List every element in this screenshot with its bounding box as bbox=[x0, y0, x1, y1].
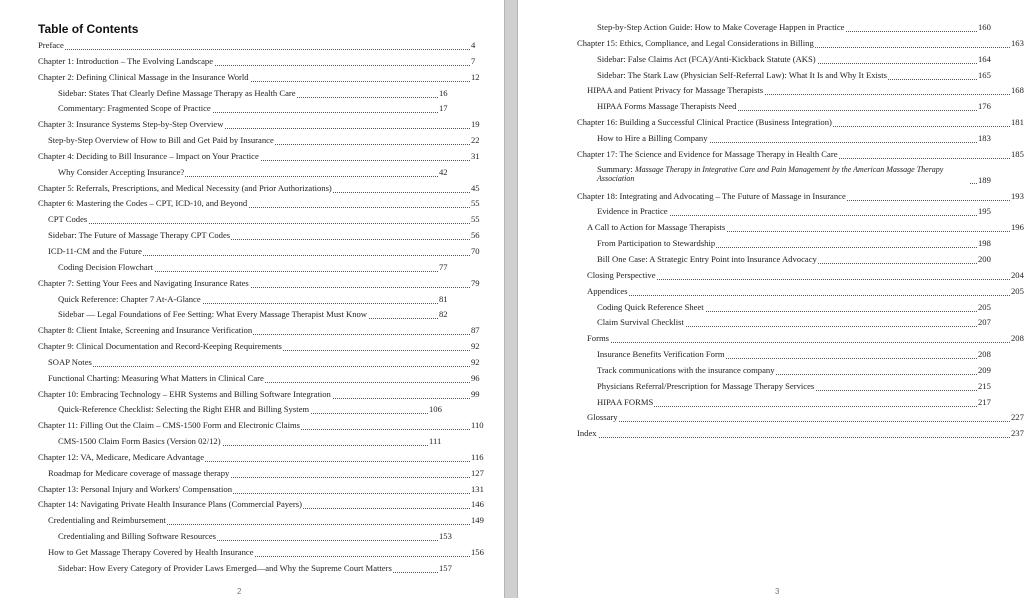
toc-entry-title bbox=[38, 420, 301, 430]
toc-entry-title bbox=[48, 214, 88, 224]
toc-entry-text: Chapter 16: Building a Successful Clinical Practice (Business Integration) bbox=[577, 117, 832, 128]
dot-leader bbox=[38, 49, 470, 50]
toc-entry-text: CMS-1500 Claim Form Basics (Version 02/12) bbox=[58, 436, 221, 447]
toc-entry-text: Preface bbox=[38, 40, 64, 50]
toc-title: Table of Contents bbox=[38, 22, 139, 36]
toc-entry-page-number: 205 bbox=[978, 301, 991, 312]
toc-entry-page-number: 55 bbox=[471, 198, 480, 209]
toc-entry-title bbox=[38, 72, 250, 82]
toc-entry-title bbox=[597, 206, 669, 216]
toc-entry[interactable] bbox=[577, 52, 1010, 68]
toc-entry-title bbox=[38, 56, 214, 66]
toc-entry-page-number: 183 bbox=[978, 132, 991, 143]
toc-entry-page-number: 111 bbox=[429, 436, 442, 447]
toc-entry-text: Chapter 5: Referrals, Prescriptions, and Medical Necessity (and Prior Authorizations) bbox=[38, 182, 332, 193]
toc-entry[interactable] bbox=[577, 395, 1010, 411]
toc-entry-text: Evidence in Practice bbox=[597, 206, 668, 217]
toc-entry-title bbox=[587, 286, 629, 296]
toc-entry-text: How to Hire a Billing Company bbox=[597, 132, 708, 143]
toc-entry[interactable] bbox=[577, 99, 1010, 115]
toc-entry-text: Chapter 18: Integrating and Advocating – The Future of Massage in Insurance bbox=[577, 190, 846, 201]
toc-entry-title bbox=[597, 365, 776, 375]
toc-entry[interactable] bbox=[577, 379, 1010, 395]
toc-entry-page-number: 70 bbox=[471, 245, 480, 256]
toc-entry-page-number: 208 bbox=[978, 349, 991, 360]
toc-entry-text: Chapter 4: Deciding to Bill Insurance – Impact on Your Practice bbox=[38, 150, 259, 161]
toc-list-right bbox=[577, 20, 1024, 442]
toc-entry-text: Why Consider Accepting Insurance? bbox=[58, 166, 185, 177]
toc-entry-title bbox=[48, 515, 167, 525]
toc-entry[interactable] bbox=[38, 434, 472, 450]
dot-leader bbox=[48, 223, 470, 224]
toc-entry-title bbox=[597, 133, 709, 143]
toc-entry-title bbox=[587, 85, 764, 95]
toc-entry-page-number: 92 bbox=[471, 356, 480, 367]
toc-entry-title bbox=[597, 54, 817, 64]
toc-entry-text: Chapter 12: VA, Medicare, Medicare Advantage bbox=[38, 451, 205, 462]
toc-entry-title bbox=[58, 404, 310, 414]
toc-entry-title bbox=[38, 278, 250, 288]
toc-entry-text: Chapter 15: Ethics, Compliance, and Legal Considerations in Billing bbox=[577, 37, 814, 48]
toc-entry-page-number: 176 bbox=[978, 101, 991, 112]
toc-entry-text: HIPAA and Patient Privacy for Massage Therapists bbox=[587, 85, 764, 96]
toc-entry-text: Credentialing and Reimbursement bbox=[48, 515, 166, 526]
toc-entry-page-number: 156 bbox=[471, 547, 484, 557]
toc-entry-text: From Participation to Stewardship bbox=[597, 238, 716, 249]
toc-entry-title bbox=[577, 117, 833, 127]
toc-entry-page-number: 149 bbox=[471, 515, 484, 526]
toc-entry[interactable] bbox=[577, 410, 1024, 426]
toc-entry-text: Sidebar: The Future of Massage Therapy CPT Codes bbox=[48, 230, 231, 241]
toc-entry[interactable] bbox=[577, 220, 1024, 236]
toc-entry-text: Step-by-Step Overview of How to Bill and Get Paid by Insurance bbox=[48, 135, 274, 146]
toc-entry-title bbox=[58, 309, 368, 319]
page-number-left: 2 bbox=[237, 587, 242, 596]
toc-entry-title bbox=[597, 238, 716, 248]
toc-entry-page-number: 181 bbox=[1011, 117, 1024, 128]
toc-entry[interactable] bbox=[38, 149, 480, 165]
toc-entry-title bbox=[58, 262, 154, 272]
dot-leader bbox=[577, 437, 1010, 438]
toc-entry-text: Quick-Reference Checklist: Selecting the Right EHR and Billing System bbox=[58, 404, 310, 415]
toc-entry-page-number: 42 bbox=[439, 166, 448, 177]
toc-entry-page-number: 217 bbox=[978, 396, 991, 407]
toc-entry-page-number: 99 bbox=[471, 388, 480, 399]
toc-entry-text: Chapter 3: Insurance Systems Step-by-Step Overview bbox=[38, 119, 224, 130]
toc-entry[interactable] bbox=[577, 268, 1024, 284]
toc-entry-page-number: 131 bbox=[471, 483, 484, 494]
toc-entry[interactable] bbox=[577, 426, 1024, 442]
toc-entry-text: Sidebar — Legal Foundations of Fee Setting: What Every Massage Therapist Must Know bbox=[58, 309, 368, 320]
toc-entry-page-number: 198 bbox=[978, 238, 991, 249]
toc-entry-page-number: 195 bbox=[978, 206, 991, 217]
toc-entry-title bbox=[597, 349, 726, 359]
toc-entry-title bbox=[38, 40, 65, 50]
toc-entry-text: Glossary bbox=[587, 412, 618, 423]
toc-entry-title bbox=[597, 302, 705, 312]
toc-entry[interactable] bbox=[577, 236, 1010, 252]
toc-entry-page-number: 87 bbox=[471, 325, 480, 336]
toc-entry-text: Sidebar: States That Clearly Define Massage Therapy as Health Care bbox=[58, 87, 296, 98]
toc-entry[interactable] bbox=[577, 115, 1024, 131]
toc-entry[interactable] bbox=[577, 252, 1010, 268]
toc-entry-title bbox=[597, 22, 846, 32]
toc-entry-text: Summary: bbox=[597, 163, 635, 174]
toc-entry[interactable] bbox=[38, 244, 480, 260]
toc-entry-text: Chapter 13: Personal Injury and Workers' Compensation bbox=[38, 483, 233, 494]
toc-entry-title bbox=[577, 428, 598, 438]
toc-entry-page-number: 200 bbox=[978, 253, 991, 264]
toc-entry-text: Appendices bbox=[587, 285, 628, 296]
toc-entry[interactable] bbox=[38, 529, 472, 545]
toc-entry-title bbox=[587, 333, 610, 343]
toc-entry-page-number: 77 bbox=[439, 261, 448, 272]
toc-entry-text: SOAP Notes bbox=[48, 356, 92, 367]
toc-entry-page-number: 127 bbox=[471, 467, 484, 478]
toc-entry-page-number: 146 bbox=[471, 499, 484, 510]
toc-entry[interactable] bbox=[38, 339, 480, 355]
toc-entry-title bbox=[58, 167, 185, 177]
toc-entry-page-number: 106 bbox=[429, 404, 442, 415]
toc-entry[interactable] bbox=[38, 54, 476, 70]
toc-entry[interactable] bbox=[38, 402, 472, 418]
toc-entry-page-number: 22 bbox=[471, 135, 480, 146]
toc-entry-page-number: 4 bbox=[471, 40, 476, 50]
toc-entry-title bbox=[597, 101, 737, 111]
toc-entry-text: How to Get Massage Therapy Covered by Health Insurance bbox=[48, 547, 254, 557]
toc-entry[interactable] bbox=[38, 497, 484, 513]
toc-entry[interactable] bbox=[38, 292, 472, 308]
toc-entry[interactable] bbox=[38, 355, 480, 371]
toc-entry-text: Chapter 10: Embracing Technology – EHR Systems and Billing Software Integration bbox=[38, 388, 331, 399]
toc-entry-page-number: 207 bbox=[978, 317, 991, 328]
toc-entry-text: Chapter 14: Navigating Private Health Insurance Plans (Commercial Payers) bbox=[38, 499, 302, 510]
toc-entry-title bbox=[587, 412, 619, 422]
toc-entry-title bbox=[58, 103, 212, 113]
toc-entry-text: Sidebar: False Claims Act (FCA)/Anti-Kickback Statute (AKS) bbox=[597, 53, 816, 64]
toc-entry-page-number: 12 bbox=[471, 71, 480, 82]
toc-entry-page-number: 82 bbox=[439, 309, 448, 320]
toc-entry[interactable] bbox=[38, 323, 480, 339]
toc-entry-text: Chapter 2: Defining Clinical Massage in the Insurance World bbox=[38, 71, 249, 82]
toc-entry-title bbox=[38, 499, 303, 509]
toc-entry[interactable] bbox=[577, 131, 1010, 147]
toc-entry[interactable] bbox=[577, 331, 1024, 347]
toc-entry-title bbox=[577, 149, 839, 159]
toc-entry-text: Forms bbox=[587, 333, 609, 344]
toc-entry-title bbox=[38, 389, 332, 399]
toc-entry-text: Physicians Referral/Prescription for Massage Therapy Services bbox=[597, 380, 815, 391]
toc-entry-page-number: 56 bbox=[471, 230, 480, 241]
toc-entry-page-number: 16 bbox=[439, 87, 448, 98]
toc-entry-text: Insurance Benefits Verification Form bbox=[597, 349, 725, 360]
toc-entry-page-number: 189 bbox=[978, 174, 991, 185]
toc-entry[interactable] bbox=[577, 83, 1024, 99]
toc-entry-text: Quick Reference: Chapter 7 At-A-Glance bbox=[58, 293, 201, 304]
toc-entry[interactable] bbox=[38, 418, 484, 434]
toc-entry-page-number: 7 bbox=[471, 55, 476, 66]
toc-entry-title bbox=[38, 484, 233, 494]
toc-entry-page-number: 157 bbox=[439, 562, 452, 573]
toc-entry-title bbox=[597, 165, 970, 184]
toc-entry-page-number: 79 bbox=[471, 277, 480, 288]
toc-entry-title bbox=[58, 531, 217, 541]
toc-entry-page-number: 31 bbox=[471, 150, 480, 161]
toc-entry-page-number: 153 bbox=[439, 531, 452, 542]
toc-entry-page-number: 193 bbox=[1011, 190, 1024, 201]
toc-entry[interactable] bbox=[577, 284, 1024, 300]
toc-entry-text: Bill One Case: A Strategic Entry Point into Insurance Advocacy bbox=[597, 253, 817, 264]
toc-entry[interactable] bbox=[38, 387, 480, 403]
toc-entry[interactable] bbox=[38, 212, 480, 228]
toc-entry-title bbox=[587, 270, 657, 280]
toc-entry-title bbox=[38, 151, 260, 161]
toc-entry[interactable] bbox=[577, 147, 1024, 163]
toc-entry-title bbox=[38, 198, 248, 208]
toc-entry-text: Chapter 11: Filling Out the Claim – CMS-1500 Form and Electronic Claims bbox=[38, 420, 301, 431]
toc-entry-text: Commentary: Fragmented Scope of Practice bbox=[58, 103, 211, 114]
toc-entry-page-number: 92 bbox=[471, 341, 480, 352]
toc-entry-title bbox=[597, 397, 654, 407]
toc-entry-text: Track communications with the insurance company bbox=[597, 364, 775, 375]
toc-entry-title bbox=[38, 119, 224, 129]
toc-entry-text: Coding Decision Flowchart bbox=[58, 261, 153, 272]
toc-entry-page-number: 215 bbox=[978, 380, 991, 391]
toc-entry-text: Claim Survival Checklist bbox=[597, 317, 684, 328]
toc-entry-title bbox=[48, 135, 275, 145]
page-number-right: 3 bbox=[775, 587, 780, 596]
dot-leader bbox=[587, 342, 1010, 343]
toc-entry-text: Chapter 9: Clinical Documentation and Record-Keeping Requirements bbox=[38, 341, 282, 352]
toc-entry[interactable] bbox=[38, 181, 480, 197]
toc-entry[interactable] bbox=[38, 276, 480, 292]
toc-entry-title bbox=[597, 381, 815, 391]
toc-entry[interactable] bbox=[38, 165, 472, 181]
toc-entry-text: A Call to Action for Massage Therapists bbox=[587, 222, 726, 233]
right-page bbox=[518, 0, 1024, 598]
toc-entry[interactable] bbox=[577, 68, 1010, 84]
left-page bbox=[0, 0, 504, 598]
toc-entry-title bbox=[48, 547, 255, 557]
toc-entry[interactable] bbox=[38, 482, 484, 498]
toc-entry[interactable] bbox=[38, 228, 480, 244]
toc-entry-title bbox=[577, 38, 815, 48]
toc-entry[interactable] bbox=[38, 38, 476, 54]
toc-entry-page-number: 164 bbox=[978, 53, 991, 64]
toc-entry-page-number: 208 bbox=[1011, 333, 1024, 344]
dot-leader bbox=[587, 421, 1010, 422]
toc-entry-text: Roadmap for Medicare coverage of massage therapy bbox=[48, 467, 230, 478]
toc-entry[interactable] bbox=[577, 189, 1024, 205]
toc-entry-title bbox=[38, 183, 333, 193]
toc-entry-page-number: 81 bbox=[439, 293, 448, 304]
toc-entry-title bbox=[577, 191, 847, 201]
toc-entry-page-number: 168 bbox=[1011, 85, 1024, 96]
toc-list-left bbox=[38, 38, 484, 577]
toc-entry[interactable] bbox=[577, 20, 1010, 36]
toc-entry[interactable] bbox=[38, 307, 472, 323]
toc-entry-title bbox=[58, 563, 393, 573]
toc-entry-title bbox=[48, 373, 265, 383]
toc-entry[interactable] bbox=[577, 204, 1010, 220]
toc-entry[interactable] bbox=[577, 163, 1010, 189]
toc-entry-text: Index bbox=[577, 428, 597, 439]
toc-entry-title bbox=[587, 222, 726, 232]
toc-entry-page-number: 205 bbox=[1011, 285, 1024, 296]
toc-entry-page-number: 19 bbox=[471, 119, 480, 130]
toc-entry-title bbox=[597, 254, 818, 264]
toc-entry-page-number: 160 bbox=[978, 22, 991, 32]
toc-entry[interactable] bbox=[577, 315, 1010, 331]
toc-entry-text: Coding Quick Reference Sheet bbox=[597, 301, 704, 312]
toc-entry[interactable] bbox=[38, 561, 472, 577]
toc-entry-text: Chapter 1: Introduction – The Evolving Landscape bbox=[38, 55, 214, 66]
toc-entry-page-number: 237 bbox=[1011, 428, 1024, 439]
toc-entry-text: Closing Perspective bbox=[587, 269, 656, 280]
toc-entry[interactable] bbox=[38, 513, 484, 529]
toc-entry-page-number: 163 bbox=[1011, 37, 1024, 48]
toc-entry-page-number: 185 bbox=[1011, 148, 1024, 159]
toc-entry-text: Sidebar: The Stark Law (Physician Self-Referral Law): What It Is and Why It Exists bbox=[597, 69, 887, 80]
toc-entry-title bbox=[48, 246, 143, 256]
toc-entry[interactable] bbox=[38, 86, 472, 102]
toc-entry-title bbox=[597, 317, 685, 327]
toc-entry-page-number: 165 bbox=[978, 69, 991, 80]
toc-entry[interactable] bbox=[38, 70, 480, 86]
dot-leader bbox=[587, 295, 1010, 296]
toc-entry[interactable] bbox=[38, 371, 480, 387]
toc-entry-text: Credentialing and Billing Software Resources bbox=[58, 531, 216, 542]
toc-entry-title bbox=[48, 357, 93, 367]
toc-entry-title bbox=[597, 70, 888, 80]
toc-entry-page-number: 196 bbox=[1011, 222, 1024, 233]
toc-entry-page-number: 227 bbox=[1011, 412, 1024, 423]
toc-entry-title bbox=[38, 341, 283, 351]
toc-entry[interactable] bbox=[38, 450, 484, 466]
page-gutter bbox=[504, 0, 518, 598]
toc-entry[interactable] bbox=[38, 260, 472, 276]
toc-entry-text: Chapter 7: Setting Your Fees and Navigating Insurance Rates bbox=[38, 277, 249, 288]
toc-entry-title bbox=[48, 468, 230, 478]
toc-entry-text: Chapter 17: The Science and Evidence for Massage Therapy in Health Care bbox=[577, 148, 838, 159]
toc-entry[interactable] bbox=[38, 101, 472, 117]
toc-entry-page-number: 209 bbox=[978, 364, 991, 375]
toc-entry-italic-text: Massage Therapy in Integrative Care and Pain Management by the American Massage Therapy Association bbox=[597, 164, 944, 184]
toc-entry-text: Step-by-Step Action Guide: How to Make Coverage Happen in Practice bbox=[597, 22, 845, 32]
toc-entry-title bbox=[38, 325, 253, 335]
toc-entry-title bbox=[58, 88, 297, 98]
toc-entry-title bbox=[58, 294, 202, 304]
toc-entry-page-number: 110 bbox=[471, 420, 484, 431]
toc-entry[interactable] bbox=[38, 133, 480, 149]
toc-entry-text: HIPAA FORMS bbox=[597, 396, 654, 407]
dot-leader bbox=[48, 366, 470, 367]
toc-entry[interactable] bbox=[38, 117, 480, 133]
toc-entry-text: Chapter 6: Mastering the Codes – CPT, ICD-10, and Beyond bbox=[38, 198, 248, 209]
toc-entry[interactable] bbox=[577, 300, 1010, 316]
toc-entry-text: HIPAA Forms Massage Therapists Need bbox=[597, 101, 737, 112]
toc-entry-text: Functional Charting: Measuring What Matters in Clinical Care bbox=[48, 372, 264, 383]
toc-entry-text: Sidebar: How Every Category of Provider Laws Emerged—and Why the Supreme Court Matters bbox=[58, 562, 392, 573]
toc-entry[interactable] bbox=[38, 545, 484, 561]
toc-entry-page-number: 55 bbox=[471, 214, 480, 225]
toc-entry-text: ICD-11-CM and the Future bbox=[48, 245, 142, 256]
toc-entry[interactable] bbox=[38, 196, 480, 212]
toc-entry-text: CPT Codes bbox=[48, 214, 88, 225]
toc-entry-title bbox=[48, 230, 231, 240]
toc-entry[interactable] bbox=[38, 466, 484, 482]
toc-entry-page-number: 96 bbox=[471, 372, 480, 383]
toc-entry-title bbox=[38, 452, 205, 462]
toc-entry-page-number: 204 bbox=[1011, 269, 1024, 280]
toc-entry[interactable] bbox=[577, 36, 1024, 52]
toc-entry[interactable] bbox=[577, 363, 1010, 379]
toc-entry-page-number: 45 bbox=[471, 182, 480, 193]
toc-entry-page-number: 116 bbox=[471, 451, 484, 462]
toc-entry-title bbox=[58, 436, 222, 446]
toc-entry-text: Chapter 8: Client Intake, Screening and Insurance Verification bbox=[38, 325, 253, 336]
toc-entry[interactable] bbox=[577, 347, 1010, 363]
toc-entry-page-number: 17 bbox=[439, 103, 448, 114]
